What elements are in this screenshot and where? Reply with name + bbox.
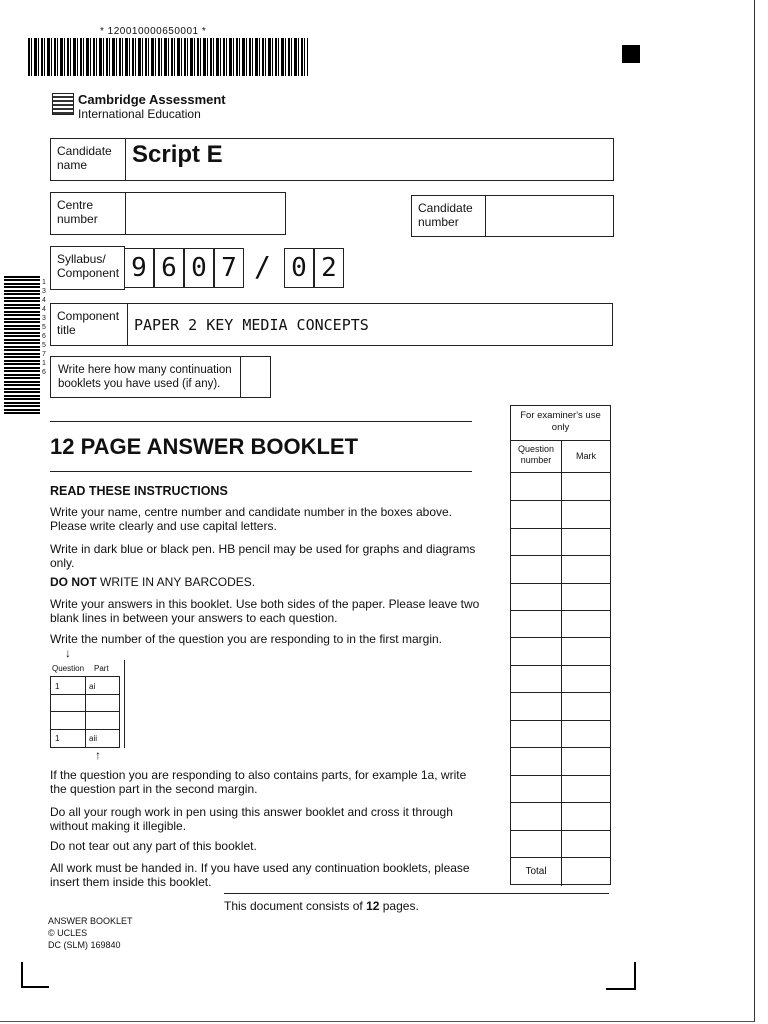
example-col-question: Question — [52, 664, 85, 673]
footer-line2: © UCLES — [48, 928, 88, 938]
example-arrow-up-icon: ↑ — [95, 748, 101, 762]
example-row1-part: ai — [89, 682, 96, 691]
continuation-label: Write here how many continuation booklets you have used (if any). — [51, 357, 241, 397]
candidate-name-label: Candidate name — [51, 139, 126, 180]
centre-number-label: Centre number — [51, 193, 126, 234]
instruction-p9: All work must be handed in. If you have used any continuation booklets, please insert them inside this booklet. — [50, 861, 470, 889]
examiner-total-label: Total — [525, 866, 547, 877]
corner-mark-left — [21, 962, 49, 988]
component-digits — [284, 248, 344, 288]
component-digit[interactable]: 0 — [284, 248, 314, 288]
logo-line2: International Education — [78, 107, 201, 121]
top-barcode — [28, 38, 308, 76]
centre-number-box — [50, 192, 286, 235]
footer-line1: ANSWER BOOKLET — [48, 916, 133, 926]
continuation-box — [50, 356, 271, 398]
side-barcode-digits: 1 3 4 4 3 5 6 5 7 1 6 — [42, 279, 46, 376]
example-margin-bracket — [118, 660, 125, 748]
syllabus-digits — [124, 248, 244, 288]
example-arrow-down-icon: ↓ — [65, 646, 71, 660]
continuation-count-field[interactable] — [241, 357, 270, 397]
candidate-number-field[interactable] — [486, 196, 613, 236]
registration-marker — [622, 45, 640, 63]
corner-mark-right — [606, 962, 636, 990]
syllabus-digit[interactable]: 0 — [184, 248, 214, 288]
examiner-col-mark: Mark — [576, 451, 596, 461]
syllabus-slash: / — [254, 250, 271, 283]
footer-line3: DC (SLM) 169840 — [48, 940, 121, 950]
syllabus-digit[interactable]: 6 — [154, 248, 184, 288]
footer-pages — [224, 899, 419, 913]
syllabus-digit[interactable]: 7 — [214, 248, 244, 288]
candidate-number-label: Candidate number — [412, 196, 486, 236]
logo-line1: Cambridge Assessment — [78, 92, 226, 107]
title-rule-bottom — [50, 471, 472, 472]
instruction-p2: Write in dark blue or black pen. HB pencil may be used for graphs and diagrams only. — [50, 542, 476, 570]
instruction-p3-rest: WRITE IN ANY BARCODES. — [96, 575, 256, 589]
footer-pages-count: 12 — [366, 899, 380, 913]
syllabus-label: Syllabus/ Component — [57, 252, 120, 280]
instruction-p8: Do not tear out any part of this booklet. — [50, 839, 257, 853]
candidate-name-box — [50, 138, 614, 181]
instructions-heading: READ THESE INSTRUCTIONS — [50, 484, 228, 498]
centre-number-field[interactable] — [126, 193, 285, 234]
instruction-p7: Do all your rough work in pen using this answer booklet and cross it through without making it illegible. — [50, 805, 453, 833]
example-col-part: Part — [94, 664, 109, 673]
example-row1-question: 1 — [55, 682, 60, 691]
examiner-col-question: Question number — [517, 444, 555, 465]
syllabus-digit[interactable]: 9 — [124, 248, 154, 288]
title-rule-top — [50, 421, 472, 422]
examiner-table — [510, 405, 611, 885]
candidate-name-value[interactable]: Script E — [132, 141, 223, 168]
example-row2-question: 1 — [55, 734, 60, 743]
footer-pages-suffix: pages. — [379, 899, 419, 913]
candidate-number-box — [411, 195, 614, 237]
footer-pages-prefix: This document consists of — [224, 899, 367, 913]
cambridge-crest-icon — [52, 93, 74, 115]
component-title-value[interactable]: PAPER 2 KEY MEDIA CONCEPTS — [134, 316, 369, 334]
component-title-label: Component title — [51, 304, 128, 345]
instruction-p3 — [50, 575, 482, 589]
instruction-p6: If the question you are responding to also contains parts, for example 1a, write the question part in the second margin. — [50, 768, 467, 796]
syllabus-label-box — [50, 246, 125, 290]
barcode-number: * 120010000650001 * — [100, 26, 207, 37]
example-row2-part: aii — [89, 734, 98, 743]
page-title: 12 PAGE ANSWER BOOKLET — [50, 434, 359, 459]
example-margin-table — [50, 676, 120, 748]
instruction-p3-bold: DO NOT — [50, 575, 97, 589]
side-barcode — [4, 274, 40, 414]
instruction-p1: Write your name, centre number and candidate number in the boxes above. Please write clearly and use capital letters. — [50, 505, 453, 533]
footer-rule — [224, 893, 609, 894]
instruction-p5: Write the number of the question you are responding to in the first margin. — [50, 632, 442, 646]
component-title-box — [50, 303, 613, 346]
examiner-header: For examiner's use only — [511, 406, 610, 441]
component-digit[interactable]: 2 — [314, 248, 344, 288]
instruction-p4: Write your answers in this booklet. Use both sides of the paper. Please leave two blank lines in between your answers to each question. — [50, 597, 480, 625]
